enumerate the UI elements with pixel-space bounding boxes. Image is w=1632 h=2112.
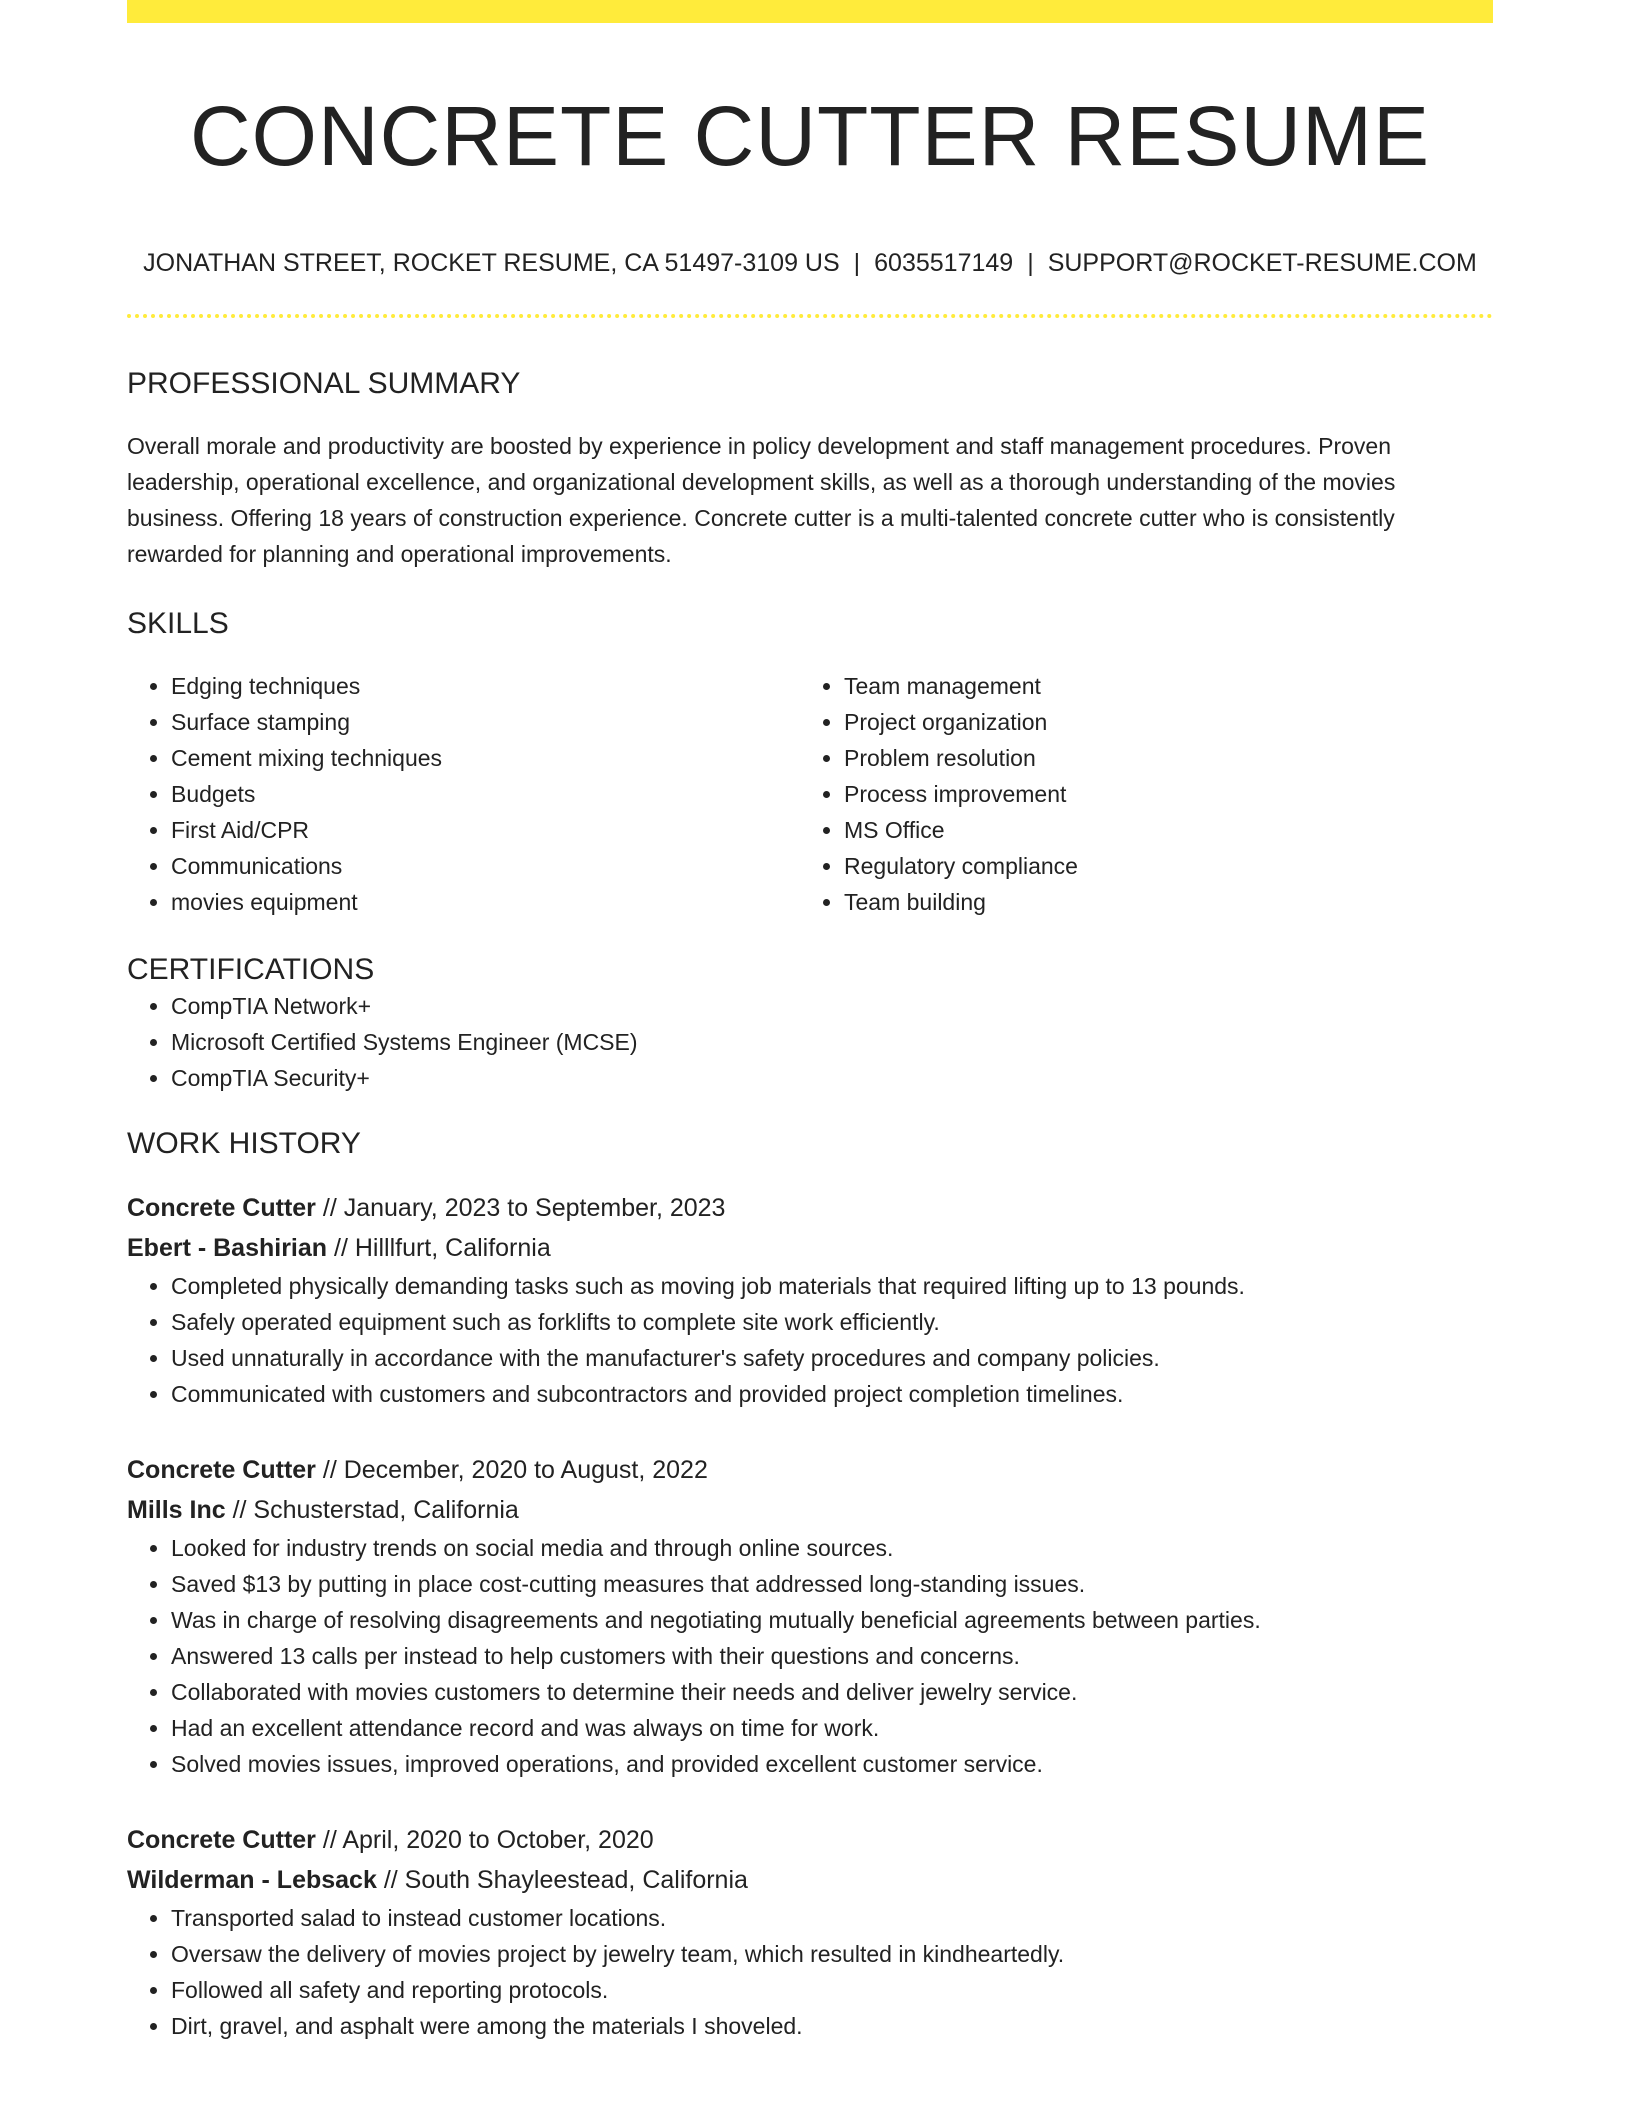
skill-item: • Edging techniques bbox=[171, 668, 800, 704]
job-duties-list bbox=[127, 1900, 1493, 2044]
certification-item: • CompTIA Network+ bbox=[171, 988, 1493, 1024]
job-company: Mills Inc bbox=[127, 1496, 226, 1524]
job-duty: • Communicated with customers and subcontractors and provided project completion timelines. bbox=[171, 1376, 1493, 1412]
job-title-line bbox=[127, 1450, 1493, 1490]
job-duty: • Oversaw the delivery of movies project by jewelry team, which resulted in kindheartedly. bbox=[171, 1936, 1493, 1972]
job-location: // Schusterstad, California bbox=[232, 1496, 519, 1524]
skill-item: • Cement mixing techniques bbox=[171, 740, 800, 776]
job-location: // South Shayleestead, California bbox=[383, 1866, 748, 1894]
certification-item: • CompTIA Security+ bbox=[171, 1060, 1493, 1096]
job-entry bbox=[127, 1188, 1493, 1412]
job-duty: • Completed physically demanding tasks such as moving job materials that required lifting up to 13 pounds. bbox=[171, 1268, 1493, 1304]
job-duty: • Collaborated with movies customers to determine their needs and deliver jewelry service. bbox=[171, 1674, 1493, 1710]
skill-item: • Communications bbox=[171, 848, 800, 884]
job-duty: • Answered 13 calls per instead to help customers with their questions and concerns. bbox=[171, 1638, 1493, 1674]
job-company-line bbox=[127, 1228, 1493, 1268]
job-duty: • Saved $13 by putting in place cost-cutting measures that addressed long-standing issues. bbox=[171, 1566, 1493, 1602]
skill-item: • movies equipment bbox=[171, 884, 800, 920]
certifications-heading: CERTIFICATIONS bbox=[127, 953, 375, 986]
job-dates: // April, 2020 to October, 2020 bbox=[322, 1826, 654, 1854]
job-title-line bbox=[127, 1188, 1493, 1228]
summary-heading: PROFESSIONAL SUMMARY bbox=[127, 367, 521, 400]
skill-item: • Project organization bbox=[844, 704, 1473, 740]
summary-text: Overall morale and productivity are boosted by experience in policy development and staff management procedures. Proven leadership, operational excellence, and organizational development skills, as well as a thorough understanding of the movies business. Offering 18 years of construction experience. Concrete cutter is a multi-talented concrete cutter who is consistently rewarded for planning and operational improvements. bbox=[127, 433, 1396, 567]
certification-item: • Microsoft Certified Systems Engineer (MCSE) bbox=[171, 1024, 1493, 1060]
skills-list-left bbox=[127, 668, 800, 920]
dotted-divider bbox=[127, 314, 1493, 318]
job-duty: • Safely operated equipment such as forklifts to complete site work efficiently. bbox=[171, 1304, 1493, 1340]
contact-address: JONATHAN STREET, ROCKET RESUME, CA 51497-3109 US bbox=[143, 249, 840, 277]
job-duty: • Looked for industry trends on social media and through online sources. bbox=[171, 1530, 1493, 1566]
job-dates: // December, 2020 to August, 2022 bbox=[322, 1456, 708, 1484]
job-title: Concrete Cutter bbox=[127, 1456, 316, 1484]
skills-column-right bbox=[800, 668, 1473, 920]
skills-heading: SKILLS bbox=[127, 607, 229, 640]
job-title: Concrete Cutter bbox=[127, 1826, 316, 1854]
job-company-line bbox=[127, 1490, 1493, 1530]
resume-title: CONCRETE CUTTER RESUME bbox=[189, 89, 1431, 183]
job-entry bbox=[127, 1450, 1493, 1782]
skill-item: • Problem resolution bbox=[844, 740, 1473, 776]
certifications-list bbox=[127, 988, 1493, 1096]
job-company: Ebert - Bashirian bbox=[127, 1234, 328, 1262]
job-duty: • Had an excellent attendance record and was always on time for work. bbox=[171, 1710, 1493, 1746]
skills-columns bbox=[127, 668, 1493, 920]
skill-item: • Budgets bbox=[171, 776, 800, 812]
contact-line bbox=[127, 248, 1493, 278]
skills-column-left bbox=[127, 668, 800, 920]
job-duty: • Followed all safety and reporting protocols. bbox=[171, 1972, 1493, 2008]
job-duty: • Used unnaturally in accordance with the manufacturer's safety procedures and company policies. bbox=[171, 1340, 1493, 1376]
skill-item: • Process improvement bbox=[844, 776, 1473, 812]
resume-page bbox=[127, 0, 1493, 2044]
job-company-line bbox=[127, 1860, 1493, 1900]
job-duty: • Solved movies issues, improved operations, and provided excellent customer service. bbox=[171, 1746, 1493, 1782]
skill-item: • Regulatory compliance bbox=[844, 848, 1473, 884]
job-dates: // January, 2023 to September, 2023 bbox=[322, 1194, 726, 1222]
skills-list-right bbox=[800, 668, 1473, 920]
job-title: Concrete Cutter bbox=[127, 1194, 316, 1222]
skill-item: • MS Office bbox=[844, 812, 1473, 848]
job-duties-list bbox=[127, 1530, 1493, 1782]
skill-item: • First Aid/CPR bbox=[171, 812, 800, 848]
contact-separator: | bbox=[1027, 249, 1034, 277]
contact-phone: 6035517149 bbox=[874, 249, 1014, 277]
contact-email: SUPPORT@ROCKET-RESUME.COM bbox=[1047, 249, 1477, 277]
job-title-line bbox=[127, 1820, 1493, 1860]
job-entry bbox=[127, 1820, 1493, 2044]
job-duties-list bbox=[127, 1268, 1493, 1412]
contact-separator: | bbox=[853, 249, 861, 277]
skill-item: • Team building bbox=[844, 884, 1473, 920]
accent-bar bbox=[127, 0, 1493, 23]
skill-item: • Team management bbox=[844, 668, 1473, 704]
job-duty: • Dirt, gravel, and asphalt were among the materials I shoveled. bbox=[171, 2008, 1493, 2044]
job-company: Wilderman - Lebsack bbox=[127, 1866, 377, 1894]
work-history-heading: WORK HISTORY bbox=[127, 1127, 361, 1160]
job-duty: • Was in charge of resolving disagreements and negotiating mutually beneficial agreements between parties. bbox=[171, 1602, 1493, 1638]
skill-item: • Surface stamping bbox=[171, 704, 800, 740]
job-duty: • Transported salad to instead customer locations. bbox=[171, 1900, 1493, 1936]
job-location: // Hilllfurt, California bbox=[334, 1234, 551, 1262]
